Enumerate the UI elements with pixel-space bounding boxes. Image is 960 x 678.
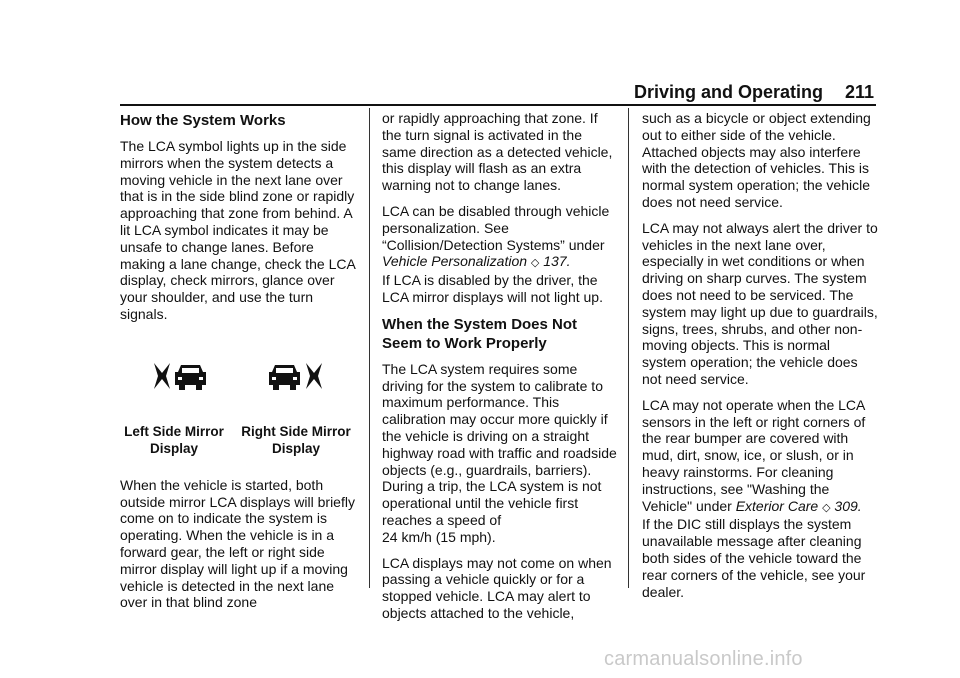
paragraph: LCA may not always alert the driver to vehicles in the next lane over, especially in wet conditions or when driving on sharp curves. The system does not need to be serviced. The system may light up due to guardrails, signs, trees, shrubs, and other non-moving objects. This is normal system operation; the vehicle does not need service. — [642, 219, 878, 387]
page-number: 211 — [845, 82, 875, 102]
caption-line: Right Side Mirror — [241, 423, 351, 439]
caption-line: Display — [271, 440, 321, 456]
speed-value: 24 km/h (15 mph). — [382, 528, 496, 545]
section-heading-how-system-works: How the System Works — [120, 112, 286, 129]
cross-reference-arrow-icon: ◇ — [530, 257, 540, 270]
paragraph-text: LCA can be disabled through vehicle personalization. See “Collision/Detection Systems” under — [382, 202, 610, 253]
lca-right-mirror-icon — [268, 360, 328, 396]
paragraph: or rapidly approaching that zone. If the turn signal is activated in the same direction as a detected vehicle, this display will flash as an extra warning not to change lanes. — [382, 110, 613, 194]
caption-line: Display — [149, 440, 199, 456]
paragraph: LCA may not operate when the LCA sensors in the left or right corners of the rear bumper are covered with mud, dirt, snow, ice, or slush, or in heavy rainstorms. For cleaning instructions, see "Washing the Vehicle" under Exterior Care ◇ 309. If the DIC still displays the system unavailable message after cleaning both sides of the vehicle toward the rear corners of the vehicle, see your dealer. — [642, 396, 866, 600]
column-1 — [120, 111, 358, 620]
paragraph-text: If LCA is disabled by the driver, the LCA mirror displays will not light up. — [382, 272, 603, 305]
cross-reference-arrow-icon: ◇ — [822, 501, 831, 514]
paragraph-text: LCA may not operate when the LCA sensors in the left or right corners of the rear bumper are covered with mud, dirt, snow, ice, or slush, or in heavy rainstorms. For cleaning instructions, see "Washing the Vehicle" under — [642, 396, 866, 514]
cross-reference-page[interactable]: 309 — [834, 497, 858, 514]
column-3 — [642, 110, 878, 609]
caption-line: Left Side Mirror — [124, 423, 224, 439]
left-mirror-caption — [110, 423, 238, 457]
watermark-text: carmanualsonline.info — [604, 648, 803, 670]
lca-left-mirror-icon — [150, 360, 210, 396]
column-divider — [628, 108, 629, 588]
paragraph: such as a bicycle or object extending out to either side of the vehicle. Attached objects may also interfere with the detection of vehicles. This is normal system operation; the vehicle does not need service. — [642, 110, 871, 210]
column-2 — [382, 110, 618, 631]
paragraph: LCA displays may not come on when passing a vehicle quickly or for a stopped vehicle. LCA may alert to objects attached to the vehicle, — [382, 554, 612, 621]
paragraph-text: If the DIC still displays the system unavailable message after cleaning both sides of the vehicle toward the rear corners of the vehicle, see your dealer. — [642, 516, 866, 600]
column-divider — [369, 108, 370, 588]
paragraph — [382, 361, 618, 546]
cross-reference-link[interactable]: Exterior Care — [735, 497, 819, 514]
section-title: Driving and Operating — [634, 82, 824, 102]
page-header — [634, 82, 874, 103]
header-rule — [120, 104, 876, 106]
paragraph: The LCA symbol lights up in the side mirrors when the system detects a moving vehicle in the next lane over that is in the side blind zone or rapidly approaching that zone from behind. A lit LCA symbol indicates it may be unsafe to change lanes. Before making a lane change, check the LCA display, check mirrors, glance over your shoulder, and use the turn signals. — [120, 138, 356, 322]
cross-reference-page[interactable]: 137 — [543, 253, 567, 270]
paragraph: When the vehicle is started, both outside mirror LCA displays will briefly come on to indicate the system is operating. When the vehicle is in a forward gear, the left or right side mirror display will light up if a moving vehicle is detected in the next lane over in that blind zone — [120, 476, 355, 611]
cross-reference-link[interactable]: Vehicle Personalization — [382, 253, 528, 270]
section-heading-not-working: When the System Does Not Seem to Work Properly — [382, 315, 578, 352]
right-mirror-caption — [232, 423, 360, 457]
paragraph-text: The LCA system requires some driving for the system to calibrate to maximum performance. This calibration may occur more quickly if the vehicle is driving on a straight highway road with traffic and roadside objects (e.g., guardrails, barriers). During a trip, the LCA system is not operational until the vehicle first reaches a speed of — [382, 360, 617, 528]
paragraph: LCA can be disabled through vehicle personalization. See “Collision/Detection Systems” under Vehicle Personalization ◇ 137. If LCA is disabled by the driver, the LCA mirror displays will not light up. — [382, 202, 610, 305]
lca-symbol-figure — [120, 332, 358, 477]
